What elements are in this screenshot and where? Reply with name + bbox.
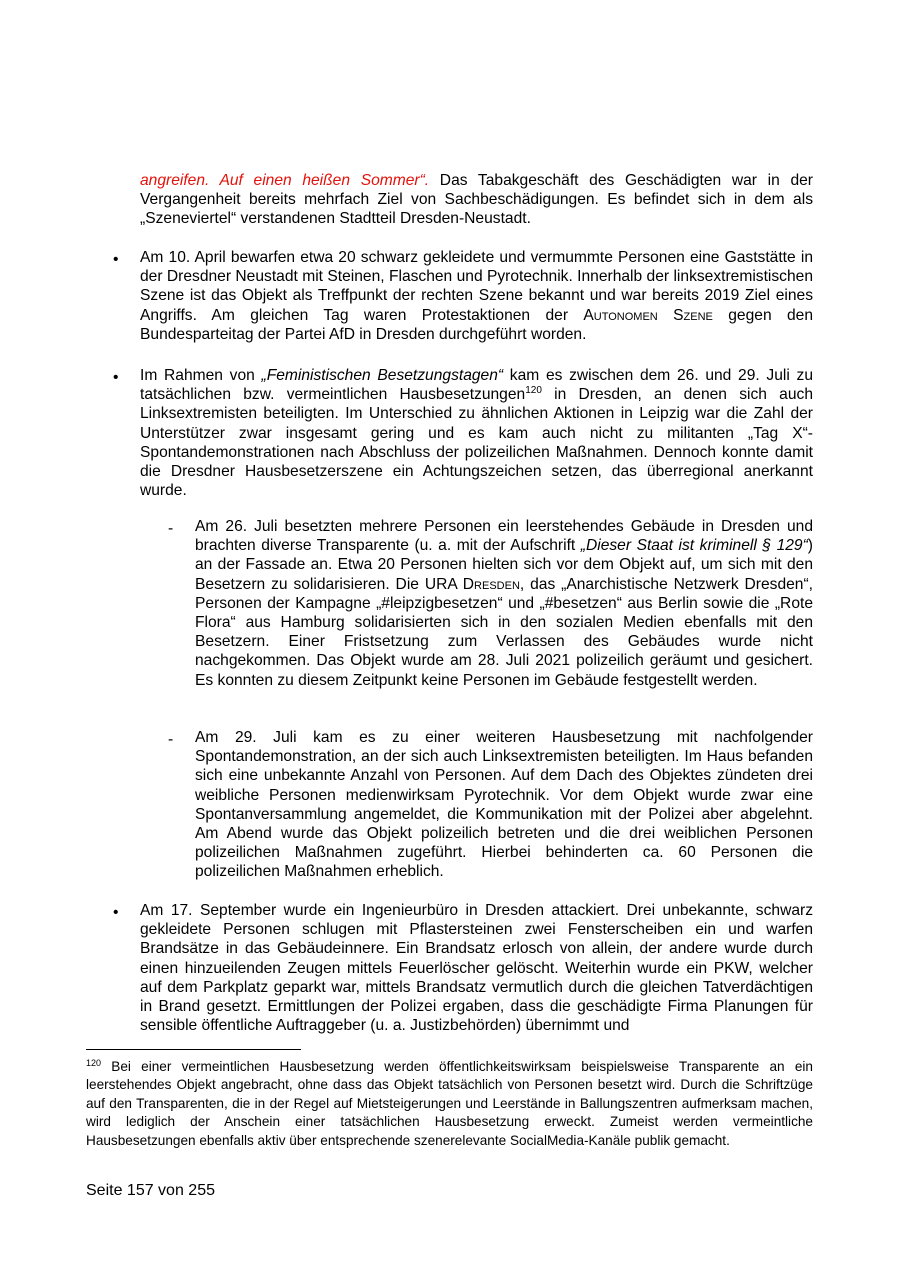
besetzungstage-text-mid: kam es zwischen dem 26. und 29. Juli zu tatsächlichen bzw. vermeintlichen Hausbesetzungen bbox=[140, 367, 813, 404]
ura-dresden-term: Dresden bbox=[462, 575, 520, 593]
page-number: Seite 157 von 255 bbox=[86, 1182, 215, 1199]
footnote-number: 120 bbox=[86, 1058, 102, 1068]
dash-symbol: - bbox=[168, 731, 174, 748]
intro-paragraph bbox=[140, 171, 813, 229]
bullet-paragraph-april bbox=[140, 248, 813, 344]
footnote-text: Bei einer vermeintlichen Hausbesetzung werden öffentlichkeitswirksam beispielsweise Transparente an ein leerstehendes Objekt angebracht, ohne dass das Objekt tatsächlich von Personen besetzt wird. Durch die Schriftzüge auf den Transparenten, die in der Regel auf Mietsteigerungen und Leerstände in Ballungszentren aufmerksam machen, wird lediglich der Anschein einer tatsächlichen Hausbesetzung erweckt. Zumeist werden vermeintliche Hausbesetzungen ebenfalls aktiv über entsprechende szenerelevante SocialMedia-Kanäle publik gemacht. bbox=[86, 1059, 813, 1148]
footnote-reference: 120 bbox=[525, 385, 542, 397]
besetzungstage-text-start: Im Rahmen von bbox=[140, 367, 262, 384]
intro-red-quote: angreifen. Auf einen heißen Sommer“. bbox=[140, 172, 430, 189]
besetzungstage-title: „Feministischen Besetzungstagen“ bbox=[261, 367, 504, 384]
footnote-separator bbox=[86, 1049, 301, 1050]
bullet-april-text: Am 10. April bewarfen etwa 20 schwarz gekleidete und vermummte Personen eine Gaststätte in der Dresdner Neustadt mit Steinen, Flaschen und Pyrotechnik. Innerhalb der linksextremistischen Szene ist das Objekt als Treffpunkt der rechten Szene bekannt und war bereits 2019 Ziel eines Angriffs. Am gleichen Tag waren Protestaktionen der bbox=[140, 249, 813, 324]
dash-symbol: - bbox=[168, 520, 174, 537]
bullet-symbol: • bbox=[113, 251, 119, 268]
footnote bbox=[86, 1058, 813, 1150]
bullet-april-text-end: gegen den Bundesparteitag der Partei AfD in Dresden durchgeführt worden. bbox=[140, 306, 814, 343]
transparent-slogan: „Dieser Staat ist kriminell § 129“ bbox=[580, 537, 808, 555]
bullet-paragraph-besetzungstage bbox=[140, 366, 813, 500]
bullet-paragraph-september: Am 17. September wurde ein Ingenieurbüro in Dresden attackiert. Drei unbekannte, schwarz gekleidete Personen schlugen mit Pflastersteinen zwei Fensterscheiben ein und warfen Brandsätze in das Gebäudeinnere. Ein Brandsatz erlosch von allein, der andere wurde durch einen hinzueilenden Zeugen mittels Feuerlöscher gelöscht. Weiterhin wurde ein PKW, welcher auf dem Parkplatz geparkt war, mittels Brandsatz vermutlich durch die gleichen Tatverdächtigen in Brand gesetzt. Ermittlungen der Polizei ergaben, dass die geschädigte Firma Planungen für sensible öffentliche Auftraggeber (u. a. Justizbehörden) übernimmt und bbox=[140, 902, 813, 1035]
besetzungstage-text-end: in Dresden, an denen sich auch Linksextremisten beteiligten. Im Unterschied zu ähnlichen Aktionen in Leipzig war die Zahl der Unterstützer zwar insgesamt gering und es kam auch nicht zu militanten „Tag X“-Spontandemonstrationen nach Abschluss der polizeilichen Maßnahmen. Dennoch konnte damit die Dresdner Hausbesetzerszene ein Achtungszeichen setzen, das überregional anerkannt wurde. bbox=[140, 386, 813, 500]
bullet-symbol: • bbox=[113, 904, 119, 921]
intro-text: Das Tabakgeschäft des Geschädigten war in der Vergangenheit bereits mehrfach Ziel von Sachbeschädigungen. Es befindet sich in dem als „Szeneviertel“ verstandenen Stadtteil Dresden-Neustadt. bbox=[140, 172, 813, 228]
sub1-text-end: , das „Anarchistische Netzwerk Dresden“, Personen der Kampagne „#leipzigbesetzen“ und „#besetzen“ aus Berlin sowie die „Rote Flora“ aus Hamburg solidarisierten sich in den sozialen Medien ebenfalls mit den Besetzern. Einer Fristsetzung zum Verlassen des Gebäudes wurde nicht nachgekommen. Das Objekt wurde am 28. Juli 2021 polizeilich geräumt und gesichert. Es konnten zu diesem Zeitpunkt keine Personen im Gebäude festgestellt werden. bbox=[195, 575, 813, 689]
sub-paragraph-26-juli bbox=[195, 517, 813, 690]
sub-paragraph-29-juli: Am 29. Juli kam es zu einer weiteren Hausbesetzung mit nachfolgender Spontandemonstration, an der sich auch Linksextremisten beteiligten. Im Haus befanden sich eine unbekannte Anzahl von Personen. Auf dem Dach des Objektes zündeten drei weibliche Personen medienwirksam Pyrotechnik. Vor dem Objekt wurde zwar eine Spontanversammlung angemeldet, die Kommunikation mit der Polizei aber abgelehnt. Am Abend wurde das Objekt polizeilich betreten und die drei weiblichen Personen polizeilichen Maßnahmen zugeführt. Hierbei behinderten ca. 60 Personen die polizeilichen Maßnahmen erheblich. bbox=[195, 729, 813, 881]
autonome-szene-term: Autonomen Szene bbox=[583, 306, 713, 324]
sub1-text-start: Am 26. Juli besetzten mehrere Personen ein leerstehendes Gebäude in Dresden und brachten diverse Transparente (u. a. mit der Aufschrift bbox=[195, 518, 813, 555]
bullet-symbol: • bbox=[113, 369, 119, 386]
sub1-text-mid: ) an der Fassade an. Etwa 20 Personen hielten sich vor dem Objekt auf, um sich mit den Besetzern zu solidarisieren. Die URA bbox=[195, 537, 813, 593]
